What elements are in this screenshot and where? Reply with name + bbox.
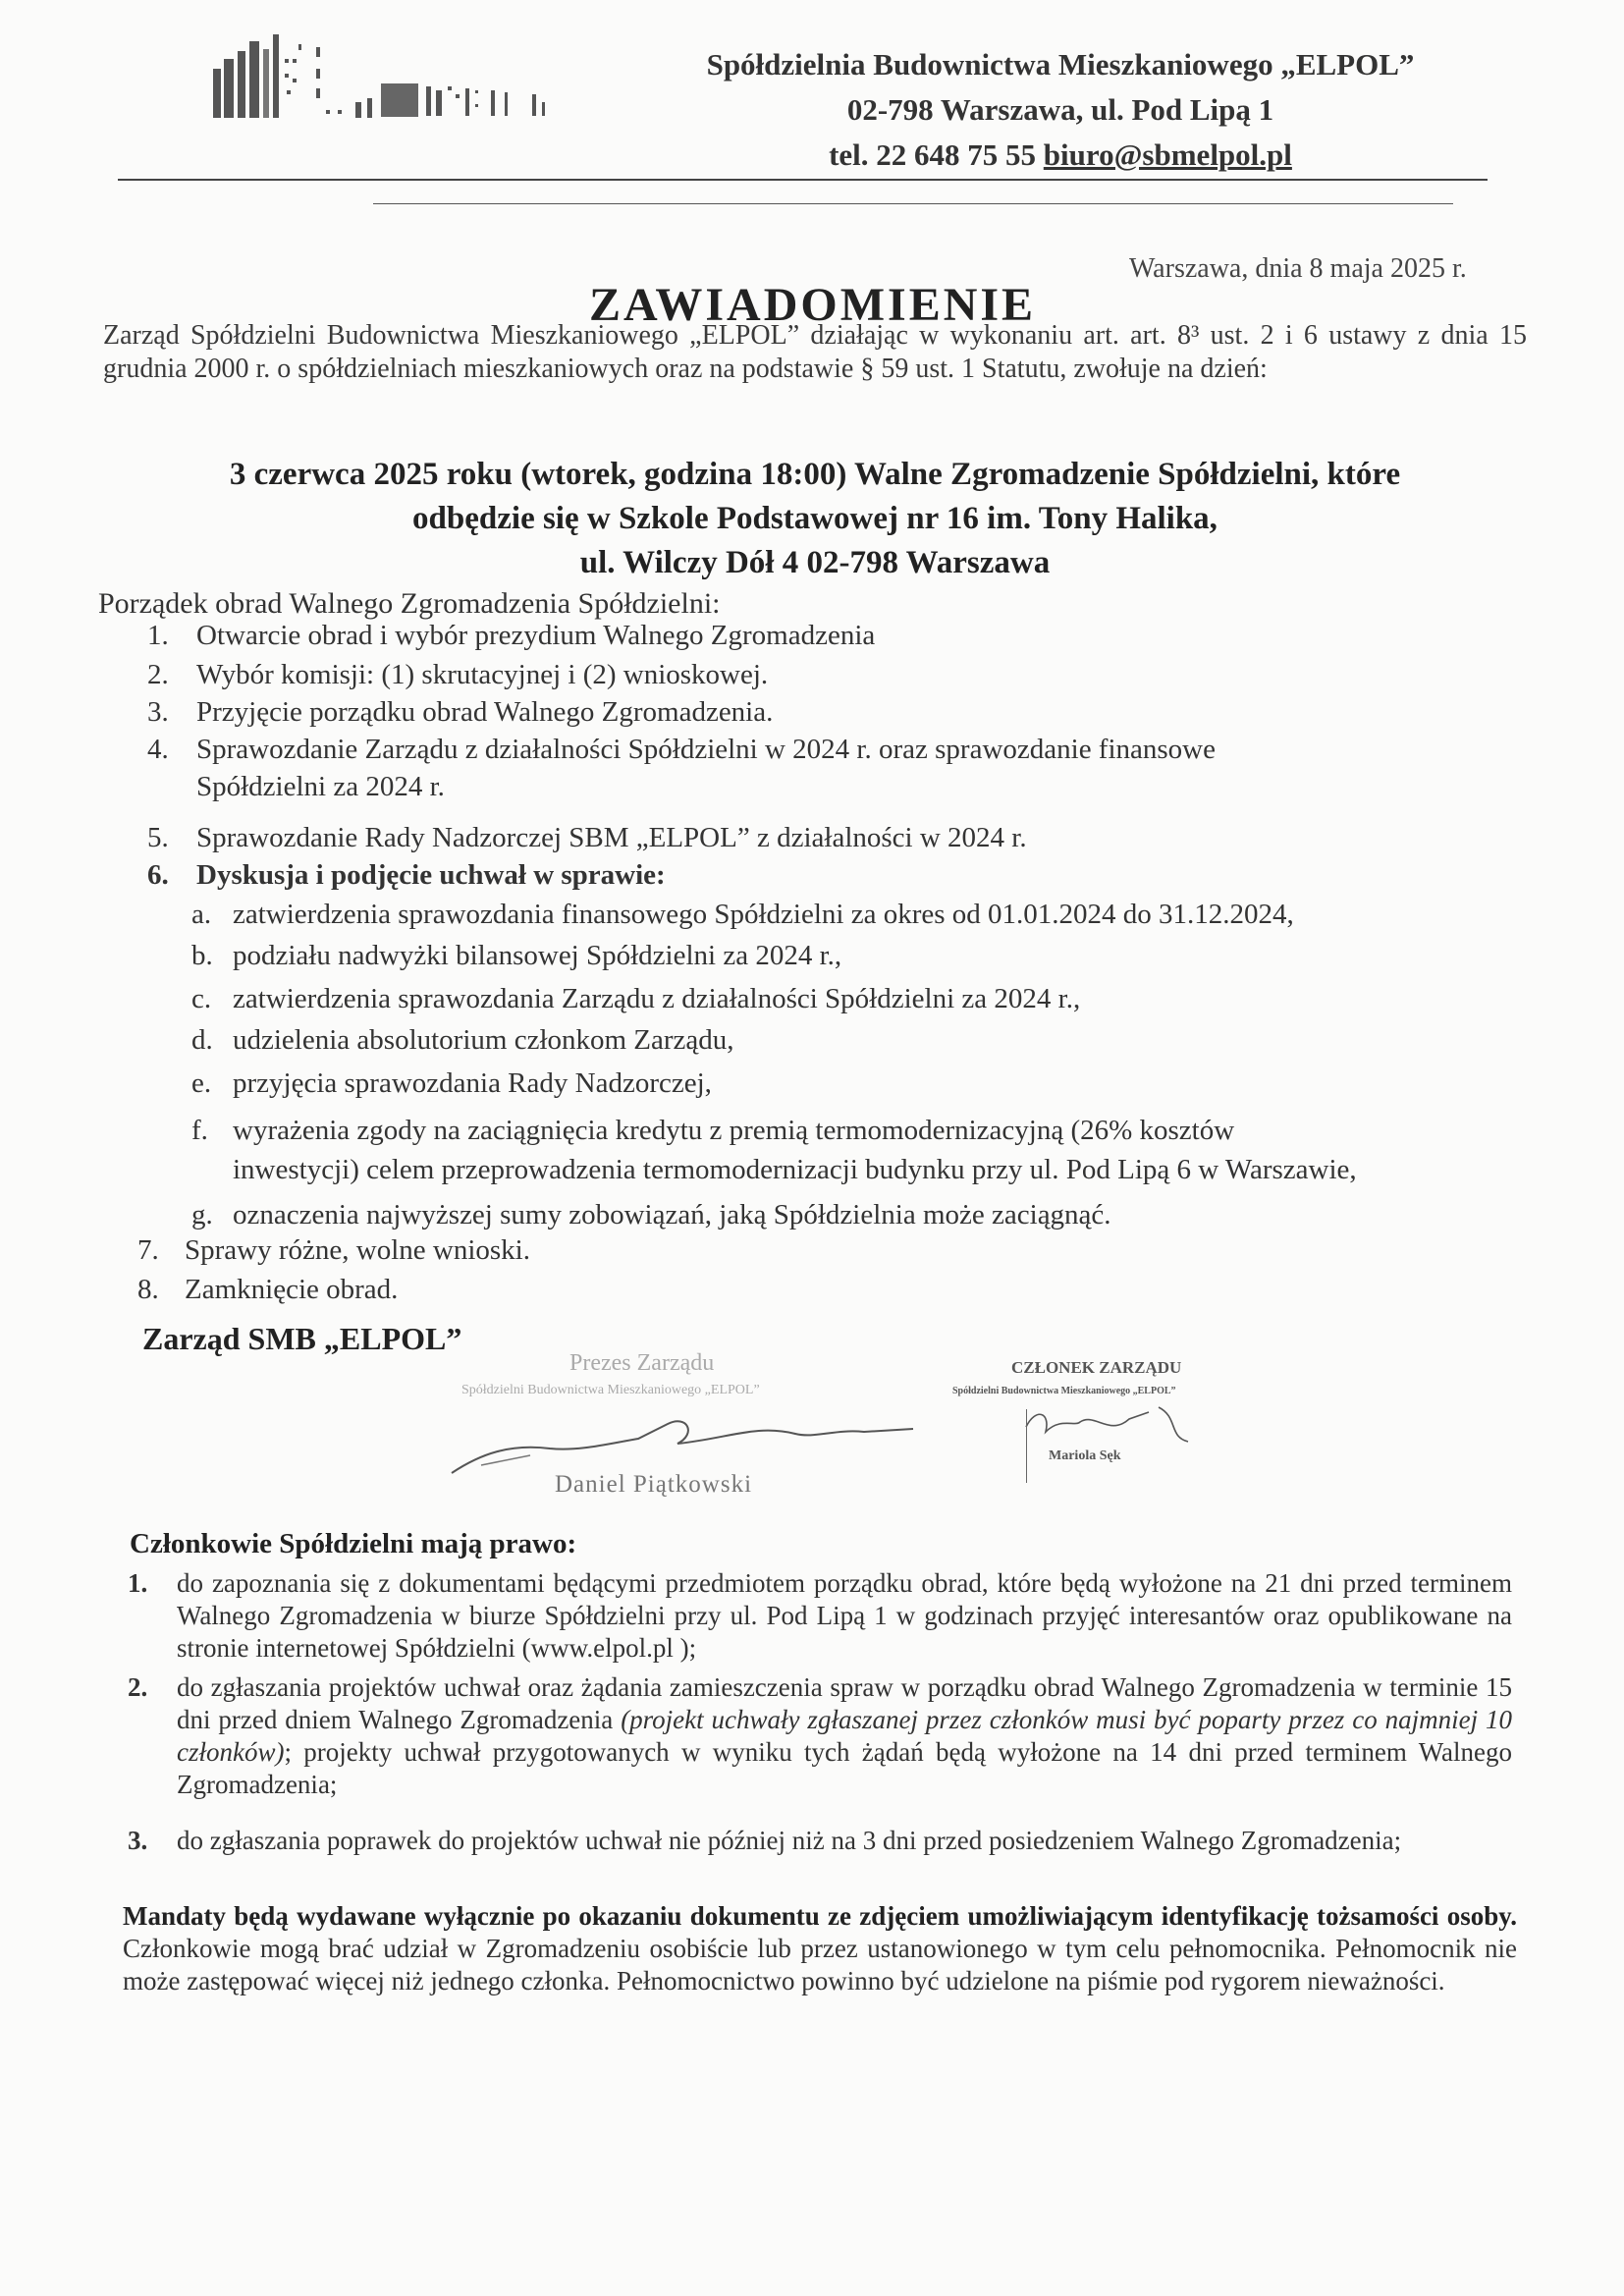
- org-address: 02-798 Warszawa, ul. Pod Lipą 1: [846, 92, 1274, 127]
- rights-item-text-italic: (projekt uchwały zgłaszanej przez członków musi być poparty przez co najmniej 10 członków): [177, 1705, 1512, 1767]
- agenda-subitem-letter: c.: [191, 983, 212, 1014]
- agenda-item-text-continued: Spółdzielni za 2024 r.: [196, 771, 445, 802]
- event-line-address: ul. Wilczy Dół 4 02-798 Warszawa: [579, 545, 1051, 580]
- agenda-subitem: [191, 1114, 1527, 1192]
- agenda-subitem-letter: e.: [191, 1067, 212, 1099]
- agenda-subitem-text: przyjęcia sprawozdania Rady Nadzorczej,: [233, 1067, 712, 1099]
- header-rule: [118, 179, 1488, 181]
- agenda-subitem-letter: b.: [191, 940, 213, 971]
- agenda-item-text: Dyskusja i podjęcie uchwał w sprawie:: [196, 859, 666, 891]
- agenda-subitem-text: udzielenia absolutorium członkom Zarządu,: [233, 1024, 734, 1056]
- agenda-item-number: 7.: [137, 1234, 159, 1266]
- stamp-title: CZŁONEK ZARZĄDU: [1011, 1358, 1182, 1377]
- stamp-org: Spółdzielni Budownictwa Mieszkaniowego „ELPOL”: [461, 1383, 760, 1397]
- agenda-subitem-letter: d.: [191, 1024, 213, 1056]
- agenda-subitem-text: podziału nadwyżki bilansowej Spółdzielni za 2024 r.,: [233, 940, 842, 971]
- rights-item: [128, 1825, 1512, 1893]
- mandates-bold-text: Mandaty będą wydawane wyłącznie po okazaniu dokumentu ze zdjęciem umożliwiającym identyfikację tożsamości osoby.: [123, 1901, 1517, 1931]
- agenda-subitem-letter: f.: [191, 1115, 208, 1146]
- president-stamp: [422, 1345, 972, 1517]
- rights-item-text: do zgłaszania poprawek do projektów uchwał nie później niż na 3 dni przed posiedzeniem Walnego Zgromadzenia;: [177, 1826, 1402, 1855]
- org-contact: [648, 137, 1473, 173]
- agenda-subitem-letter: a.: [191, 899, 212, 930]
- stamp-title: Prezes Zarządu: [569, 1350, 715, 1376]
- agenda-heading: Porządek obrad Walnego Zgromadzenia Spółdzielni:: [98, 587, 721, 620]
- agenda-item-number: 4.: [147, 734, 169, 765]
- agenda-item-number: 2.: [147, 659, 169, 690]
- rights-item-text: do zapoznania się z dokumentami będącymi przedmiotem porządku obrad, które będą wyłożone na 21 dni przed terminem Walnego Zgromadzenia w biurze Spółdzielni przy ul. Pod Lipą 1 w godzinach przyjęć interesantów oraz opublikowane na stronie internetowej Spółdzielni (www.elpol.pl );: [177, 1568, 1512, 1663]
- agenda-item-number: 8.: [137, 1274, 159, 1305]
- agenda-subitem: [191, 939, 1527, 974]
- agenda-item: [137, 1233, 1512, 1269]
- elpol-logo: [208, 29, 621, 120]
- agenda-subitem: [191, 1198, 1527, 1233]
- agenda-item-number: 5.: [147, 822, 169, 853]
- agenda-subitem-letter: g.: [191, 1199, 213, 1230]
- agenda-item: [147, 658, 1522, 693]
- rights-item-number: 3.: [128, 1826, 148, 1855]
- agenda-subitem-text: zatwierdzenia sprawozdania finansowego Spółdzielni za okres od 01.01.2024 do 31.12.2024,: [233, 899, 1294, 930]
- rights-item-text-part: do zgłaszania projektów uchwał oraz żądania zamieszczenia spraw w porządku obrad Walnego Zgromadzenia w terminie 15 dni przed dniem Walnego Zgromadzenia: [177, 1672, 1512, 1734]
- agenda-subitem-text-continued: inwestycji) celem przeprowadzenia termomodernizacji budynku przy ul. Pod Lipą 6 w Warszawie,: [233, 1154, 1357, 1185]
- agenda-subitem-text: oznaczenia najwyższej sumy zobowiązań, jaką Spółdzielnia może zaciągnąć.: [233, 1199, 1111, 1230]
- intro-paragraph: Zarząd Spółdzielni Budownictwa Mieszkaniowego „ELPOL” działając w wykonaniu art. art. 8³ ust. 2 i 6 ustawy z dnia 15 grudnia 2000 r. o spółdzielniach mieszkaniowych oraz na podstawie § 59 ust. 1 Statutu, zwołuje na dzień:: [103, 320, 1527, 384]
- agenda-item-text: Wybór komisji: (1) skrutacyjnej i (2) wnioskowej.: [196, 659, 769, 690]
- agenda-subitem: [191, 1066, 1527, 1102]
- stamp-name: Daniel Piątkowski: [555, 1471, 753, 1498]
- agenda-item-text: Przyjęcie porządku obrad Walnego Zgromadzenia.: [196, 696, 774, 728]
- agenda-item: [137, 1273, 1512, 1308]
- agenda-subitem: [191, 982, 1527, 1017]
- agenda-item-number: 3.: [147, 696, 169, 728]
- rights-item-number: 2.: [128, 1672, 148, 1702]
- agenda-item-text: Sprawozdanie Zarządu z działalności Spółdzielni w 2024 r. oraz sprawozdanie finansowe: [196, 734, 1216, 765]
- header-rule-secondary: [373, 203, 1453, 204]
- stamp-name: Mariola Sęk: [1049, 1449, 1121, 1463]
- agenda-item-text: Otwarcie obrad i wybór prezydium Walnego Zgromadzenia: [196, 620, 876, 651]
- rights-item-text-part: ; projekty uchwał przygotowanych w wyniku tych żądań będą wyłożone na 14 dni przed terminem Walnego Zgromadzenia;: [177, 1737, 1512, 1799]
- member-stamp: [943, 1350, 1257, 1488]
- agenda-subitem: [191, 898, 1527, 933]
- mandates-text: Członkowie mogą brać udział w Zgromadzeniu osobiście lub przez ustanowionego w tym celu pełnomocnika. Pełnomocnik nie może zastępować więcej niż jednego członka. Pełnomocnictwo powinno być udzielone na piśmie pod rygorem nieważności.: [123, 1934, 1517, 1995]
- agenda-item-text: Sprawozdanie Rady Nadzorczej SBM „ELPOL” z działalności w 2024 r.: [196, 822, 1027, 853]
- agenda-subitem-text: wyrażenia zgody na zaciągnięcia kredytu z premią termomodernizacyjną (26% kosztów: [233, 1115, 1235, 1146]
- board-signature-label: Zarząd SMB „ELPOL”: [142, 1321, 462, 1356]
- mandates-paragraph: [123, 1900, 1517, 1997]
- member-signature: [1021, 1397, 1198, 1456]
- rights-heading: Członkowie Spółdzielni mają prawo:: [130, 1528, 577, 1559]
- agenda-item-text: Zamknięcie obrad.: [185, 1274, 399, 1305]
- rights-item-number: 1.: [128, 1568, 148, 1598]
- event-line-date: 3 czerwca 2025 roku (wtorek, godzina 18:00) Walne Zgromadzenie Spółdzielni, które: [229, 457, 1401, 492]
- event-line-venue: odbędzie się w Szkole Podstawowej nr 16 im. Tony Halika,: [412, 501, 1218, 536]
- rights-item: [128, 1567, 1512, 1666]
- agenda-item: [147, 858, 1522, 894]
- org-phone: tel. 22 648 75 55: [829, 137, 1037, 172]
- document-date: Warszawa, dnia 8 maja 2025 r.: [1129, 253, 1467, 284]
- agenda-subitem-text: zatwierdzenia sprawozdania Zarządu z działalności Spółdzielni za 2024 r.,: [233, 983, 1081, 1014]
- agenda-item: [147, 733, 1522, 807]
- agenda-subitem: [191, 1023, 1527, 1059]
- rights-item-text: [177, 1671, 1512, 1801]
- org-name: Spółdzielnia Budownictwa Mieszkaniowego „ELPOL”: [706, 47, 1415, 82]
- stamp-org: Spółdzielni Budownictwa Mieszkaniowego „ELPOL”: [952, 1386, 1176, 1396]
- agenda-item-number: 6.: [147, 859, 169, 891]
- rights-item: [128, 1671, 1512, 1799]
- agenda-item: [147, 619, 1522, 654]
- document-title: ZAWIADOMIENIE: [589, 279, 1037, 331]
- agenda-item-number: 1.: [147, 620, 169, 651]
- stamp-divider: [1026, 1409, 1027, 1483]
- agenda-item: [147, 821, 1522, 856]
- agenda-item-text: Sprawy różne, wolne wnioski.: [185, 1234, 530, 1266]
- org-email-link[interactable]: biuro@sbmelpol.pl: [1043, 137, 1292, 172]
- agenda-item: [147, 695, 1522, 731]
